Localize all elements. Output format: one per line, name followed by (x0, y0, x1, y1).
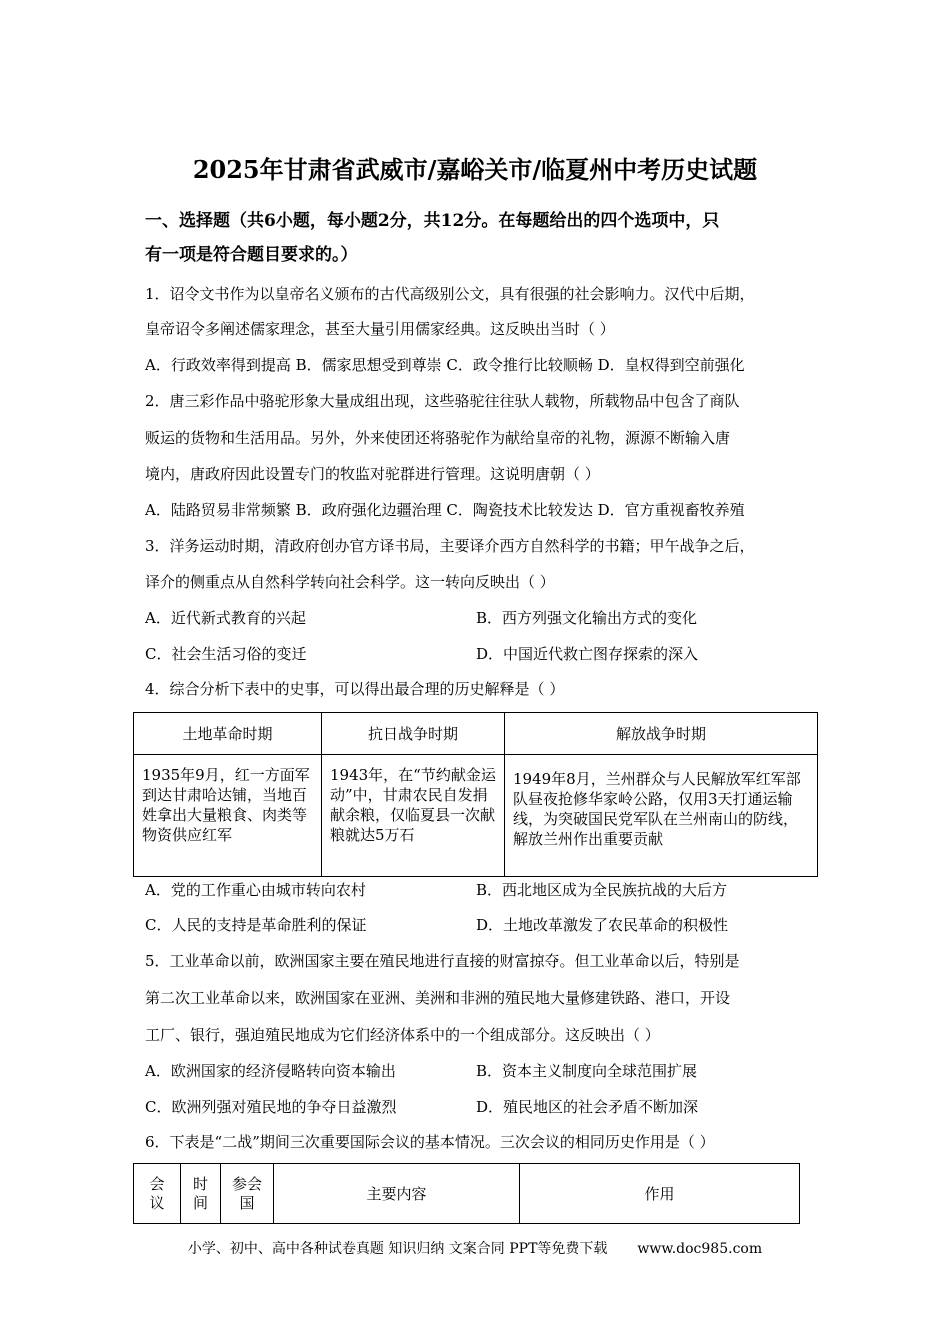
q3-option-a: A．近代新式教育的兴起 (145, 609, 306, 627)
q2-options: A．陆路贸易非常频繁 B．政府强化边疆治理 C．陶瓷技术比较发达 D．官方重视畜牧养殖 (145, 501, 745, 519)
q5-option-c: C．欧洲列强对殖民地的争夺日益激烈 (145, 1098, 397, 1116)
q5-option-d: D．殖民地区的社会矛盾不断加深 (476, 1098, 699, 1116)
q4-table-cell: 1935年9月，红一方面军到达甘肃哈达铺，当地百姓拿出大量粮食、肉类等物资供应红军 (134, 755, 322, 877)
q6-header-cell: 时间 (181, 1164, 221, 1224)
q3-stem-line-2: 译介的侧重点从自然科学转向社会科学。这一转向反映出（ ） (145, 573, 555, 591)
page-footer (0, 1238, 950, 1258)
q3-option-b: B．西方列强文化输出方式的变化 (476, 609, 698, 627)
q3-option-c: C．社会生活习俗的变迁 (145, 645, 307, 663)
q3-option-d: D．中国近代救亡图存探索的深入 (476, 645, 699, 663)
q4-option-d: D．土地改革激发了农民革命的积极性 (476, 916, 729, 934)
section-heading-line-1: 一、选择题（共6小题，每小题2分，共12分。在每题给出的四个选项中，只 (145, 211, 720, 231)
q4-header-cell: 土地革命时期 (134, 713, 322, 755)
q4-stem: 4．综合分析下表中的史事，可以得出最合理的历史解释是（ ） (145, 680, 565, 698)
q6-header-cell: 主要内容 (274, 1164, 520, 1224)
q2-stem-line-2: 贩运的货物和生活用品。另外，外来使团还将骆驼作为献给皇帝的礼物，源源不断输入唐 (145, 429, 731, 447)
page-title: 2025年甘肃省武威市/嘉峪关市/临夏州中考历史试题 (192, 155, 758, 184)
q2-stem-line-1: 2．唐三彩作品中骆驼形象大量成组出现，这些骆驼往往驮人载物，所载物品中包含了商队 (145, 392, 740, 410)
q4-header-cell: 解放战争时期 (505, 713, 818, 755)
q6-stem: 6．下表是“二战”期间三次重要国际会议的基本情况。三次会议的相同历史作用是（ ） (145, 1133, 715, 1151)
q3-stem-line-1: 3．洋务运动时期，清政府创办官方译书局，主要译介西方自然科学的书籍；甲午战争之后， (145, 537, 755, 555)
q2-stem-line-3: 境内，唐政府因此设置专门的牧监对驼群进行管理。这说明唐朝（ ） (145, 465, 600, 483)
section-heading (145, 204, 815, 272)
q4-header-cell: 抗日战争时期 (322, 713, 505, 755)
q5-stem-line-1: 5．工业革命以前，欧洲国家主要在殖民地进行直接的财富掠夺。但工业革命以后，特别是 (145, 952, 740, 970)
footer-text: 小学、初中、高中各种试卷真题 知识归纳 文案合同 PPT等免费下载 (187, 1241, 608, 1257)
q6-table (133, 1163, 800, 1224)
q6-header-cell: 会议 (134, 1164, 181, 1224)
q5-option-a: A．欧洲国家的经济侵略转向资本输出 (145, 1062, 396, 1080)
q4-table (133, 712, 818, 877)
q4-table-cell: 1943年，在“节约献金运动”中，甘肃农民自发捐献余粮，仅临夏县一次献粮就达5万石 (322, 755, 505, 877)
q5-stem-line-3: 工厂、银行，强迫殖民地成为它们经济体系中的一个组成部分。这反映出（ ） (145, 1026, 660, 1044)
q5-stem-line-2: 第二次工业革命以来，欧洲国家在亚洲、美洲和非洲的殖民地大量修建铁路、港口，开设 (145, 989, 731, 1007)
section-heading-line-2: 有一项是符合题目要求的。） (145, 245, 358, 265)
q1-options: A．行政效率得到提高 B．儒家思想受到尊崇 C．政令推行比较顺畅 D．皇权得到空前强化 (145, 356, 745, 374)
q1-stem-line-1: 1．诏令文书作为以皇帝名义颁布的古代高级别公文，具有很强的社会影响力。汉代中后期， (145, 285, 755, 303)
q1-stem-line-2: 皇帝诏令多阐述儒家理念，甚至大量引用儒家经典。这反映出当时（ ） (145, 320, 615, 338)
q4-option-c: C．人民的支持是革命胜利的保证 (145, 916, 367, 934)
q6-header-cell: 参会国 (221, 1164, 274, 1224)
q6-header-cell: 作用 (520, 1164, 800, 1224)
q4-option-b: B．西北地区成为全民族抗战的大后方 (476, 881, 728, 899)
q5-option-b: B．资本主义制度向全球范围扩展 (476, 1062, 698, 1080)
q4-option-a: A．党的工作重心由城市转向农村 (145, 881, 366, 899)
footer-url[interactable]: www.doc985.com (637, 1241, 763, 1257)
q4-table-cell: 1949年8月，兰州群众与人民解放军红军部队昼夜抢修华家岭公路，仅用3天打通运输线，为突破国民党军队在兰州南山的防线，解放兰州作出重要贡献 (505, 755, 818, 877)
